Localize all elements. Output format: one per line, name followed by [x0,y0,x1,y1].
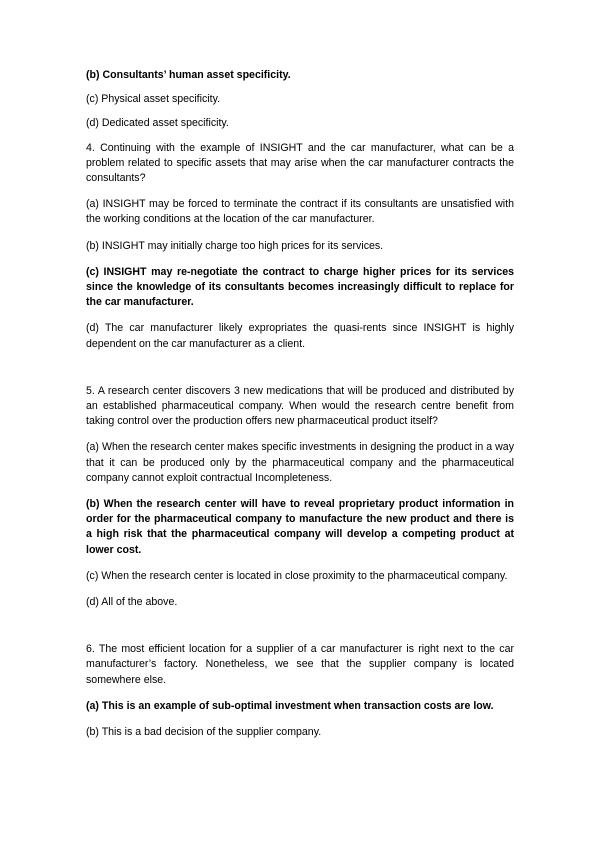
q5-option-c: (c) When the research center is located in close proximity to the pharmaceutical company. [86,569,508,582]
q6-question: 6. The most efficient location for a supplier of a car manufacturer is right next to the car manufacturer’s factory. Nonetheless, we see that the supplier company is located somewhere else. [86,643,514,686]
q4-option-a: (a) INSIGHT may be forced to terminate the contract if its consultants are unsatisfied with the working conditions at the location of the car manufacturer. [86,198,514,226]
q3-option-b: (b) Consultants’ human asset specificity. [86,69,291,81]
q4-option-d: (d) The car manufacturer likely expropriates the quasi-rents since INSIGHT is highly dependent on the car manufacturer as a client. [86,322,514,350]
q3-option-d: (d) Dedicated asset specificity. [86,117,229,130]
q5-option-a: (a) When the research center makes specific investments in designing the product in a way that it can be produced only by the pharmaceutical company and the pharmaceutical company cannot exploit contractual Incompleteness. [86,441,514,484]
q4-option-c: (c) INSIGHT may re-negotiate the contract to charge higher prices for its services since the knowledge of its consultants becomes increasingly difficult to replace for the car manufacturer. [86,265,514,309]
q5-option-d: (d) All of the above. [86,596,178,609]
q4-question: 4. Continuing with the example of INSIGHT and the car manufacturer, what can be a problem related to specific assets that may arise when the car manufacturer contracts the consultants? [86,141,514,185]
q6-option-a: (a) This is an example of sub-optimal investment when transaction costs are low. [86,699,494,712]
q5-question: 5. A research center discovers 3 new medications that will be produced and distributed by an established pharmaceutical company. When would the research centre benefit from taking control over the production offers new pharmaceutical product itself? [86,384,514,428]
q6-option-b: (b) This is a bad decision of the supplier company. [86,726,322,739]
page-content [86,68,514,751]
q5-option-b: (b) When the research center will have to reveal proprietary product information in order for the pharmaceutical company to manufacture the new product and there is a high risk that the pharmaceutical company will develop a competing product at lower cost. [86,498,514,556]
q4-option-b: (b) INSIGHT may initially charge too high prices for its services. [86,239,384,252]
q3-option-c: (c) Physical asset specificity. [86,93,221,106]
